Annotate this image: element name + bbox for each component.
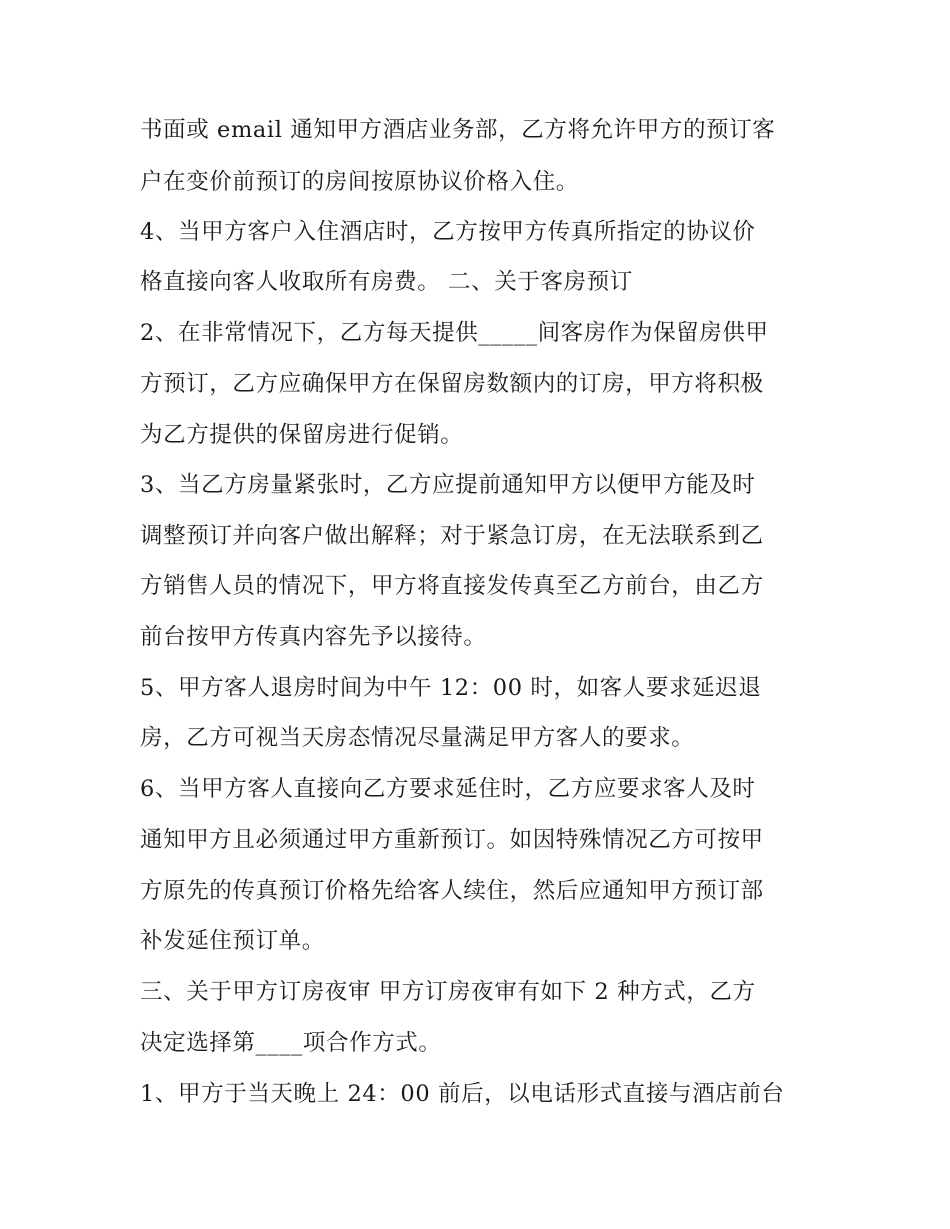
text-line: 前台按甲方传真内容先予以接待。 [140,624,487,650]
text-line: 书面或 email 通知甲方酒店业务部，乙方将允许甲方的预订客 [140,117,776,143]
text-line: 房，乙方可视当天房态情况尽量满足甲方客人的要求。 [140,725,695,751]
text-line: 三、关于甲方订房夜审 甲方订房夜审有如下 2 种方式，乙方 [140,979,756,1005]
text-line: 2、在非常情况下，乙方每天提供_____间客房作为保留房供甲 [140,320,769,346]
text-line: 为乙方提供的保留房进行促销。 [140,422,464,448]
text-line: 补发延住预订单。 [140,928,325,954]
text-line: 格直接向客人收取所有房费。 二、关于客房预订 [140,269,633,295]
text-line: 3、当乙方房量紧张时，乙方应提前通知甲方以便甲方能及时 [140,472,756,498]
text-line: 4、当甲方客户入住酒店时，乙方按甲方传真所指定的协议价 [140,219,756,245]
text-line: 通知甲方且必须通过甲方重新预订。如因特殊情况乙方可按甲 [140,827,764,853]
text-line: 调整预订并向客户做出解释；对于紧急订房，在无法联系到乙 [140,523,764,549]
text-line: 6、当甲方客人直接向乙方要求延住时，乙方应要求客人及时 [140,776,756,802]
text-line: 1、甲方于当天晚上 24：00 前后，以电话形式直接与酒店前台 [140,1081,785,1107]
text-line: 决定选择第____项合作方式。 [140,1030,442,1056]
text-line: 户在变价前预订的房间按原协议价格入住。 [140,169,579,195]
text-line: 方原先的传真预订价格先给客人续住，然后应通知甲方预订部 [140,878,764,904]
text-line: 方预订，乙方应确保甲方在保留房数额内的订房，甲方将积极 [140,371,764,397]
text-line: 方销售人员的情况下，甲方将直接发传真至乙方前台，由乙方 [140,573,764,599]
text-line: 5、甲方客人退房时间为中午 12：00 时，如客人要求延迟退 [140,675,762,701]
